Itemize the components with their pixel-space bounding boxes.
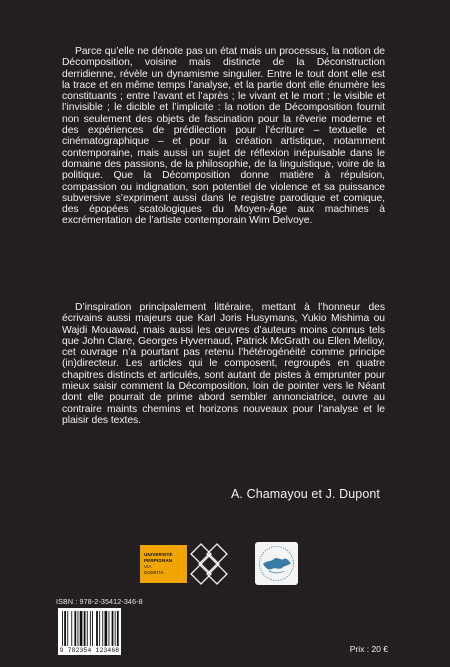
authors-line: A. Chamayou et J. Dupont	[230, 487, 380, 501]
partner-map-logo-icon	[255, 542, 298, 585]
summary-paragraph-1: Parce qu’elle ne dénote pas un état mais un processus, la notion de Décomposition, voisine mais distincte de la Déconstruction derridienne, révèle un dynamisme singulier. Entre le tout dont elle est la trace et en même temps l’analyse, et la partie dont elle énumère les constituants ; entre l’avant et l’après ; le vivant et le mort ; le visible et l’invisible ; le dicible et l’implicite : la notion de Décomposition fournit non seulement des objets de fascination pour la rêverie moderne et des expériences de prédilection pour l’écriture – textuelle et cinématographique – et pour la création artistique, notamment contemporaine, mais aussi un sujet de réflexion inépuisable dans le domaine des passions, de la philosophie, de la linguistique, voire de la politique. Que la Décomposition donne matière à répulsion, compassion ou indignation, son potentiel de violence et sa puissance subversive s’expriment aussi dans le registre parodique et comique, des épopées scatologiques du Moyen-Âge aux machines à excrémentation de l’artiste contemporain Wim Delvoye.	[62, 46, 385, 227]
research-lab-logo-icon	[188, 540, 230, 588]
barcode-digits: 9 782354 123468	[59, 647, 120, 654]
summary-paragraph-2: D’inspiration principalement littéraire, mettant à l’honneur des écrivains aussi majeurs que Karl Joris Husymans, Yukio Mishima ou Wajdi Mouawad, mais aussi les œuvres d’auteurs moins connus tels que John Clare, Georges Hyvernaud, Patrick McGrath ou Ellen Melloy, cet ouvrage n’a pourtant pas retenu l’hétérogénéité comme principe (in)directeur. Les articles qui le composent, regroupés en quatre chapitres distincts et articulés, sont autant de pistes à emprunter pour mieux saisir comment la Décomposition, loin de pointer vers le Néant dont elle pourrait de prime abord sembler annonciatrice, ouvre au contraire maints chemins et horizons nouveaux pour l’analyse et le plaisir des textes.	[62, 302, 385, 426]
price-label: Prix : 20 €	[349, 644, 388, 654]
logo-line-2: PERPIGNAN	[144, 558, 173, 564]
university-perpignan-logo	[140, 545, 187, 583]
isbn-label: ISBN : 978-2-35412-346-8	[56, 597, 143, 606]
isbn-barcode	[58, 608, 121, 655]
logo-line-3: VIA	[144, 564, 152, 569]
logo-line-4: DOMITIA	[144, 569, 164, 575]
logo-line-1: UNIVERSITÉ	[144, 552, 173, 558]
